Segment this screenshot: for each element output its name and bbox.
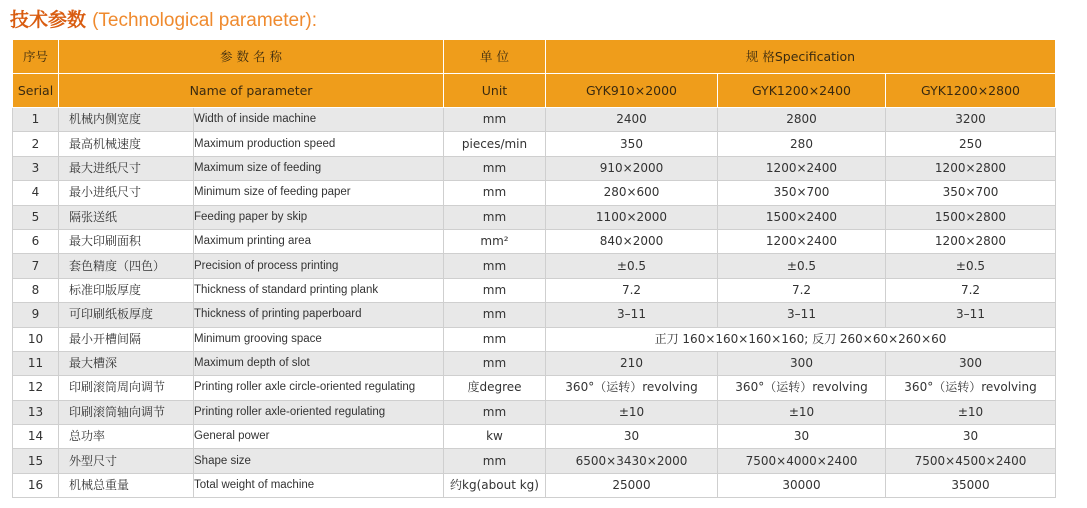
param-value-all: 正刀 160×160×160×160; 反刀 260×60×260×60 xyxy=(546,327,1056,351)
param-value-gyk1200x2800: 250 xyxy=(886,132,1056,156)
param-value-gyk1200x2400: 280 xyxy=(718,132,886,156)
param-name-cn: 最大槽深 xyxy=(59,351,194,375)
param-name-en: Width of inside machine xyxy=(194,108,444,132)
table-row xyxy=(13,327,1056,351)
param-name-cn: 最大进纸尺寸 xyxy=(59,156,194,180)
param-name-en: Maximum depth of slot xyxy=(194,351,444,375)
row-number: 16 xyxy=(13,473,59,497)
param-value-gyk1200x2800: 7500×4500×2400 xyxy=(886,449,1056,473)
param-name-en: General power xyxy=(194,425,444,449)
param-name-en: Thickness of standard printing plank xyxy=(194,278,444,302)
row-number: 10 xyxy=(13,327,59,351)
header-unit-cn: 单 位 xyxy=(444,40,546,74)
table-row xyxy=(13,156,1056,180)
param-value-gyk910x2000: 30 xyxy=(546,425,718,449)
header-row-en xyxy=(13,74,1056,108)
header-serial-en: Serial xyxy=(13,74,59,108)
row-number: 11 xyxy=(13,351,59,375)
param-unit: mm xyxy=(444,400,546,424)
table-row xyxy=(13,449,1056,473)
param-unit: mm xyxy=(444,205,546,229)
table-row xyxy=(13,351,1056,375)
param-unit: mm² xyxy=(444,229,546,253)
param-unit: mm xyxy=(444,449,546,473)
row-number: 6 xyxy=(13,229,59,253)
param-value-gyk1200x2400: 30 xyxy=(718,425,886,449)
table-row xyxy=(13,181,1056,205)
table-row xyxy=(13,425,1056,449)
table-row xyxy=(13,108,1056,132)
param-value-gyk1200x2800: 1500×2800 xyxy=(886,205,1056,229)
table-row xyxy=(13,205,1056,229)
row-number: 9 xyxy=(13,303,59,327)
param-value-gyk1200x2400: ±0.5 xyxy=(718,254,886,278)
param-name-en: Feeding paper by skip xyxy=(194,205,444,229)
param-unit: mm xyxy=(444,351,546,375)
param-value-gyk910x2000: 25000 xyxy=(546,473,718,497)
param-unit: mm xyxy=(444,156,546,180)
param-value-gyk1200x2800: 300 xyxy=(886,351,1056,375)
param-unit: pieces/min xyxy=(444,132,546,156)
row-number: 2 xyxy=(13,132,59,156)
table-row xyxy=(13,132,1056,156)
table-row xyxy=(13,278,1056,302)
param-value-gyk1200x2400: 2800 xyxy=(718,108,886,132)
param-value-gyk1200x2800: ±0.5 xyxy=(886,254,1056,278)
param-value-gyk910x2000: 910×2000 xyxy=(546,156,718,180)
param-name-cn: 最小进纸尺寸 xyxy=(59,181,194,205)
table-row xyxy=(13,229,1056,253)
param-value-gyk1200x2800: 350×700 xyxy=(886,181,1056,205)
param-value-gyk910x2000: ±10 xyxy=(546,400,718,424)
header-model-2: GYK1200×2400 xyxy=(718,74,886,108)
param-value-gyk1200x2800: 1200×2800 xyxy=(886,156,1056,180)
row-number: 14 xyxy=(13,425,59,449)
param-value-gyk1200x2800: 1200×2800 xyxy=(886,229,1056,253)
row-number: 5 xyxy=(13,205,59,229)
param-name-cn: 隔张送纸 xyxy=(59,205,194,229)
header-row-cn xyxy=(13,40,1056,74)
param-value-gyk910x2000: 350 xyxy=(546,132,718,156)
header-name-en: Name of parameter xyxy=(59,74,444,108)
header-spec: 规 格Specification xyxy=(546,40,1056,74)
header-unit-en: Unit xyxy=(444,74,546,108)
header-model-1: GYK910×2000 xyxy=(546,74,718,108)
table-row xyxy=(13,473,1056,497)
param-name-en: Thickness of printing paperboard xyxy=(194,303,444,327)
param-value-gyk910x2000: 360°（运转）revolving xyxy=(546,376,718,400)
param-value-gyk1200x2800: 360°（运转）revolving xyxy=(886,376,1056,400)
param-name-cn: 可印刷纸板厚度 xyxy=(59,303,194,327)
header-name-cn: 参 数 名 称 xyxy=(59,40,444,74)
param-name-cn: 外型尺寸 xyxy=(59,449,194,473)
param-value-gyk910x2000: 210 xyxy=(546,351,718,375)
param-value-gyk1200x2400: 30000 xyxy=(718,473,886,497)
param-value-gyk1200x2400: 1500×2400 xyxy=(718,205,886,229)
row-number: 12 xyxy=(13,376,59,400)
param-value-gyk1200x2400: 360°（运转）revolving xyxy=(718,376,886,400)
param-value-gyk910x2000: 280×600 xyxy=(546,181,718,205)
param-unit: mm xyxy=(444,278,546,302)
param-value-gyk910x2000: 840×2000 xyxy=(546,229,718,253)
param-value-gyk1200x2800: 7.2 xyxy=(886,278,1056,302)
param-value-gyk910x2000: 3–11 xyxy=(546,303,718,327)
param-value-gyk1200x2800: 30 xyxy=(886,425,1056,449)
param-unit: mm xyxy=(444,108,546,132)
param-value-gyk1200x2400: 1200×2400 xyxy=(718,229,886,253)
param-value-gyk1200x2400: 7500×4000×2400 xyxy=(718,449,886,473)
param-value-gyk1200x2400: 350×700 xyxy=(718,181,886,205)
param-unit: mm xyxy=(444,327,546,351)
param-name-cn: 最大印刷面积 xyxy=(59,229,194,253)
param-value-gyk910x2000: 2400 xyxy=(546,108,718,132)
row-number: 7 xyxy=(13,254,59,278)
param-name-en: Shape size xyxy=(194,449,444,473)
param-name-cn: 印刷滚筒轴向调节 xyxy=(59,400,194,424)
param-value-gyk1200x2800: 3–11 xyxy=(886,303,1056,327)
heading-cn: 技术参数 xyxy=(10,9,87,31)
param-unit: mm xyxy=(444,254,546,278)
row-number: 13 xyxy=(13,400,59,424)
param-value-gyk1200x2400: 1200×2400 xyxy=(718,156,886,180)
param-unit: 度degree xyxy=(444,376,546,400)
param-name-cn: 最小开槽间隔 xyxy=(59,327,194,351)
param-value-gyk1200x2400: 3–11 xyxy=(718,303,886,327)
param-value-gyk910x2000: 7.2 xyxy=(546,278,718,302)
row-number: 8 xyxy=(13,278,59,302)
param-value-gyk910x2000: 1100×2000 xyxy=(546,205,718,229)
param-value-gyk1200x2800: 3200 xyxy=(886,108,1056,132)
table-row xyxy=(13,303,1056,327)
param-name-en: Maximum size of feeding xyxy=(194,156,444,180)
param-name-cn: 标准印版厚度 xyxy=(59,278,194,302)
table-row xyxy=(13,400,1056,424)
param-unit: 约kg(about kg) xyxy=(444,473,546,497)
table-row xyxy=(13,376,1056,400)
param-value-gyk910x2000: 6500×3430×2000 xyxy=(546,449,718,473)
spec-table xyxy=(12,39,1056,498)
param-name-cn: 最高机械速度 xyxy=(59,132,194,156)
param-name-en: Maximum production speed xyxy=(194,132,444,156)
section-heading xyxy=(10,6,317,34)
param-value-gyk1200x2400: 7.2 xyxy=(718,278,886,302)
param-value-gyk1200x2400: 300 xyxy=(718,351,886,375)
param-value-gyk910x2000: ±0.5 xyxy=(546,254,718,278)
row-number: 1 xyxy=(13,108,59,132)
param-unit: kw xyxy=(444,425,546,449)
heading-en: (Technological parameter): xyxy=(92,10,318,31)
param-name-en: Minimum size of feeding paper xyxy=(194,181,444,205)
row-number: 15 xyxy=(13,449,59,473)
param-name-en: Precision of process printing xyxy=(194,254,444,278)
row-number: 3 xyxy=(13,156,59,180)
header-serial-cn: 序号 xyxy=(13,40,59,74)
param-name-cn: 机械总重量 xyxy=(59,473,194,497)
header-model-3: GYK1200×2800 xyxy=(886,74,1056,108)
param-name-en: Maximum printing area xyxy=(194,229,444,253)
param-name-en: Printing roller axle circle-oriented regulating xyxy=(194,376,444,400)
param-name-cn: 印刷滚筒周向调节 xyxy=(59,376,194,400)
param-name-cn: 机械内侧宽度 xyxy=(59,108,194,132)
param-name-cn: 套色精度（四色） xyxy=(59,254,194,278)
param-value-gyk1200x2400: ±10 xyxy=(718,400,886,424)
param-unit: mm xyxy=(444,303,546,327)
param-value-gyk1200x2800: ±10 xyxy=(886,400,1056,424)
param-name-en: Minimum grooving space xyxy=(194,327,444,351)
param-unit: mm xyxy=(444,181,546,205)
param-value-gyk1200x2800: 35000 xyxy=(886,473,1056,497)
table-row xyxy=(13,254,1056,278)
row-number: 4 xyxy=(13,181,59,205)
param-name-en: Printing roller axle-oriented regulating xyxy=(194,400,444,424)
param-name-en: Total weight of machine xyxy=(194,473,444,497)
param-name-cn: 总功率 xyxy=(59,425,194,449)
